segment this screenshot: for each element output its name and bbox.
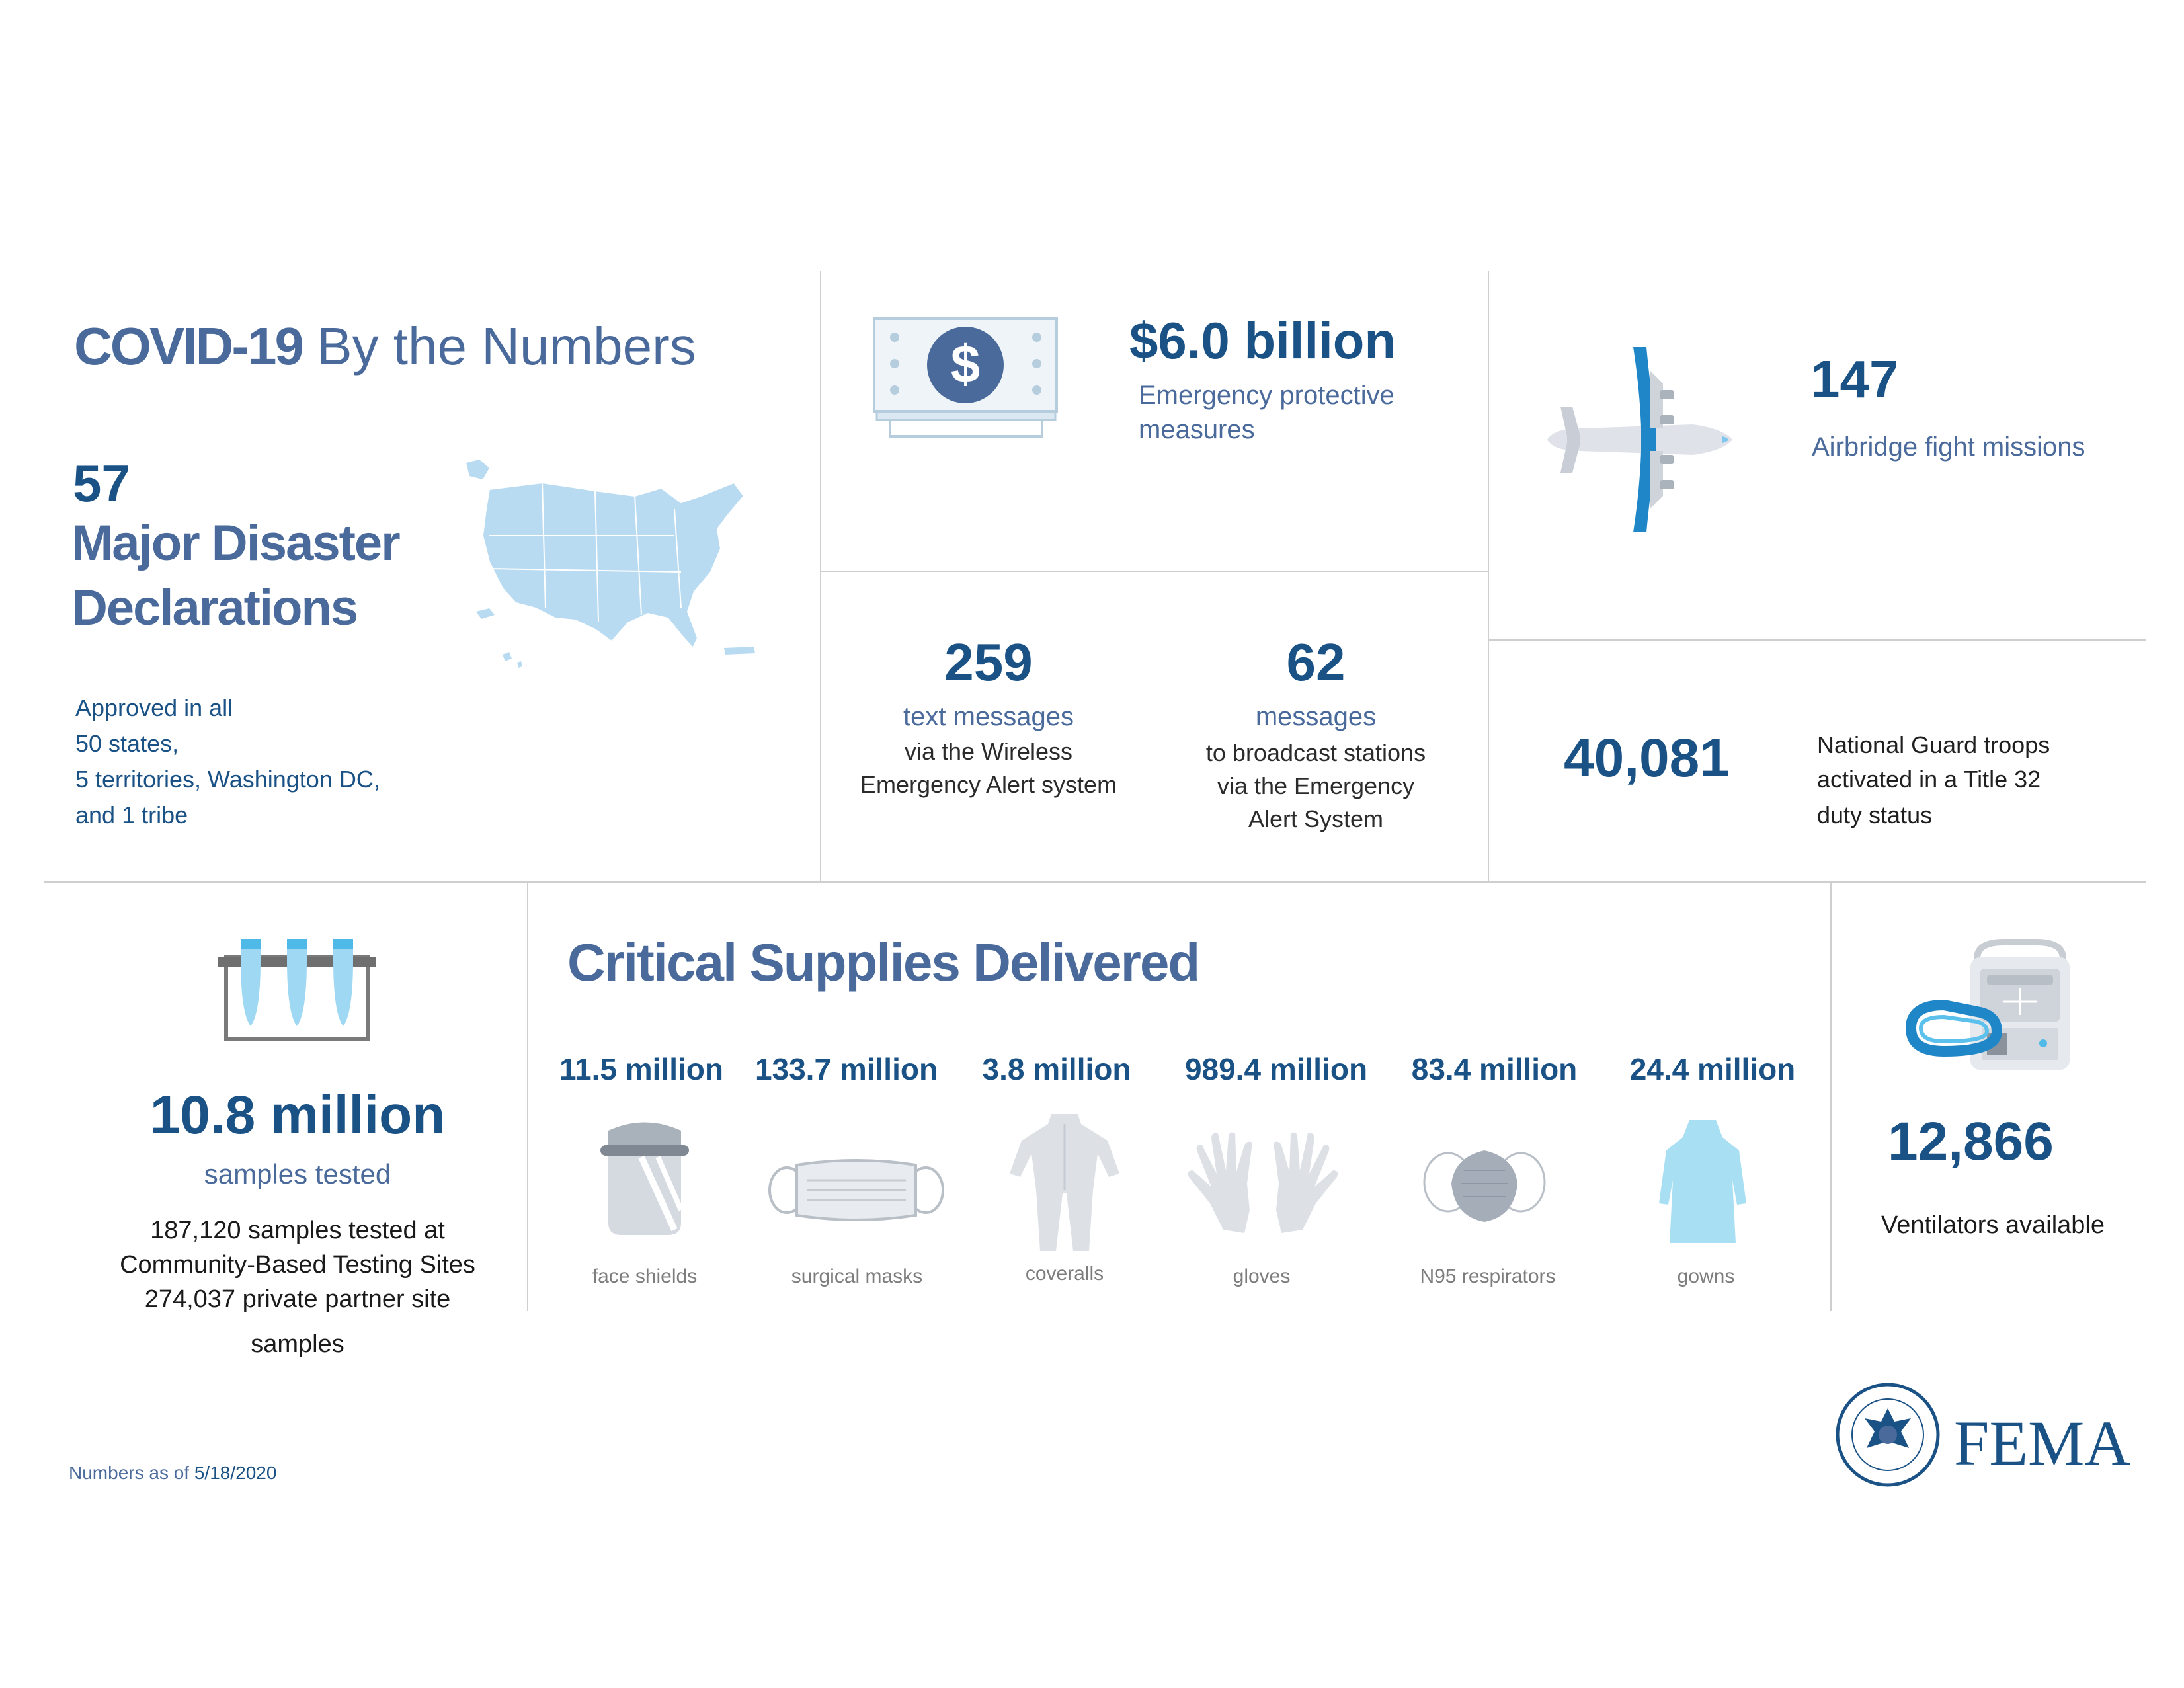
svg-text:$: $ bbox=[950, 335, 981, 393]
supply-label-face-shields: face shields bbox=[592, 1266, 698, 1287]
testing-line-3: 274,037 private partner site bbox=[144, 1285, 451, 1313]
testing-line-4: samples bbox=[251, 1330, 344, 1358]
divider-vertical-2 bbox=[1488, 271, 1489, 883]
text-messages-line-1: via the Wireless bbox=[904, 738, 1073, 765]
supply-amount-gowns: 24.4 million bbox=[1629, 1052, 1796, 1086]
footer-prefix: Numbers as of bbox=[69, 1463, 190, 1483]
test-tubes-icon bbox=[212, 934, 384, 1046]
approved-line-4: and 1 tribe bbox=[75, 801, 188, 828]
supply-label-gowns: gowns bbox=[1677, 1266, 1735, 1287]
fema-logo bbox=[1835, 1379, 2139, 1491]
national-guard-line-2: activated in a Title 32 bbox=[1817, 766, 2041, 793]
testing-line-1: 187,120 samples tested at bbox=[150, 1217, 445, 1244]
dhs-seal-icon bbox=[1835, 1382, 1941, 1488]
supply-amount-surgical-masks: 133.7 million bbox=[754, 1052, 938, 1086]
page-title-bold: COVID-19 bbox=[74, 317, 302, 376]
money-icon bbox=[871, 316, 1060, 442]
ventilators-count: 12,866 bbox=[1888, 1111, 2054, 1172]
approved-line-2: 50 states, bbox=[75, 730, 179, 757]
approved-line-3: 5 territories, Washington DC, bbox=[75, 766, 380, 793]
divider-horizontal-mid bbox=[820, 571, 1489, 572]
supply-amount-n95: 83.4 million bbox=[1411, 1052, 1578, 1086]
supply-amount-coveralls: 3.8 million bbox=[982, 1052, 1131, 1086]
broadcast-line-1: to broadcast stations bbox=[1205, 739, 1426, 766]
national-guard-line-3: duty status bbox=[1817, 801, 1933, 828]
supply-amount-gloves: 989.4 million bbox=[1184, 1052, 1368, 1086]
declarations-label-1: Major Disaster bbox=[71, 515, 399, 571]
gown-icon bbox=[1656, 1117, 1749, 1250]
footer-date-note bbox=[69, 1463, 276, 1484]
national-guard-count: 40,081 bbox=[1564, 728, 1730, 788]
text-messages-count: 259 bbox=[944, 633, 1033, 692]
supply-label-n95: N95 respirators bbox=[1420, 1266, 1556, 1287]
gloves-icon bbox=[1184, 1131, 1342, 1236]
emergency-label-2: measures bbox=[1139, 415, 1255, 444]
n95-respirator-icon bbox=[1422, 1144, 1547, 1226]
face-shield-icon bbox=[595, 1117, 694, 1243]
ventilator-icon bbox=[1904, 939, 2076, 1084]
page-title bbox=[74, 316, 696, 377]
divider-horizontal-right bbox=[1488, 639, 2146, 641]
airbridge-count: 147 bbox=[1810, 350, 1899, 409]
declarations-count: 57 bbox=[73, 454, 130, 512]
text-messages-line-2: Emergency Alert system bbox=[860, 771, 1117, 798]
approved-line-1: Approved in all bbox=[75, 694, 233, 721]
footer-date: 5/18/2020 bbox=[194, 1463, 277, 1483]
fema-wordmark: FEMA bbox=[1954, 1408, 2130, 1478]
declarations-label-2: Declarations bbox=[71, 580, 358, 636]
supply-label-surgical-masks: surgical masks bbox=[791, 1266, 923, 1287]
ventilators-label: Ventilators available bbox=[1881, 1211, 2105, 1239]
supply-amount-face-shields: 11.5 million bbox=[559, 1052, 723, 1086]
emergency-label-1: Emergency protective bbox=[1139, 381, 1395, 410]
supplies-title: Critical Supplies Delivered bbox=[567, 933, 1199, 992]
divider-vertical-4 bbox=[1830, 883, 1832, 1311]
broadcast-line-3: Alert System bbox=[1248, 805, 1384, 832]
testing-label: samples tested bbox=[204, 1158, 391, 1189]
broadcast-count: 62 bbox=[1286, 633, 1346, 692]
testing-line-2: Community-Based Testing Sites bbox=[120, 1251, 475, 1279]
text-messages-label: text messages bbox=[903, 702, 1074, 731]
testing-count: 10.8 million bbox=[149, 1085, 446, 1145]
broadcast-label: messages bbox=[1255, 702, 1377, 731]
coveralls-icon bbox=[1008, 1111, 1121, 1256]
supply-label-gloves: gloves bbox=[1233, 1266, 1291, 1287]
page-title-light: By the Numbers bbox=[317, 317, 696, 376]
airbridge-label: Airbridge fight missions bbox=[1812, 432, 2085, 462]
supply-label-coveralls: coveralls bbox=[1025, 1263, 1104, 1285]
airplane-icon bbox=[1541, 344, 1739, 536]
surgical-mask-icon bbox=[767, 1150, 946, 1230]
emergency-amount: $6.0 billion bbox=[1129, 311, 1396, 370]
broadcast-line-2: via the Emergency bbox=[1217, 772, 1415, 799]
divider-vertical-1 bbox=[820, 271, 821, 883]
national-guard-line-1: National Guard troops bbox=[1817, 731, 2050, 758]
us-map-icon bbox=[463, 456, 760, 681]
